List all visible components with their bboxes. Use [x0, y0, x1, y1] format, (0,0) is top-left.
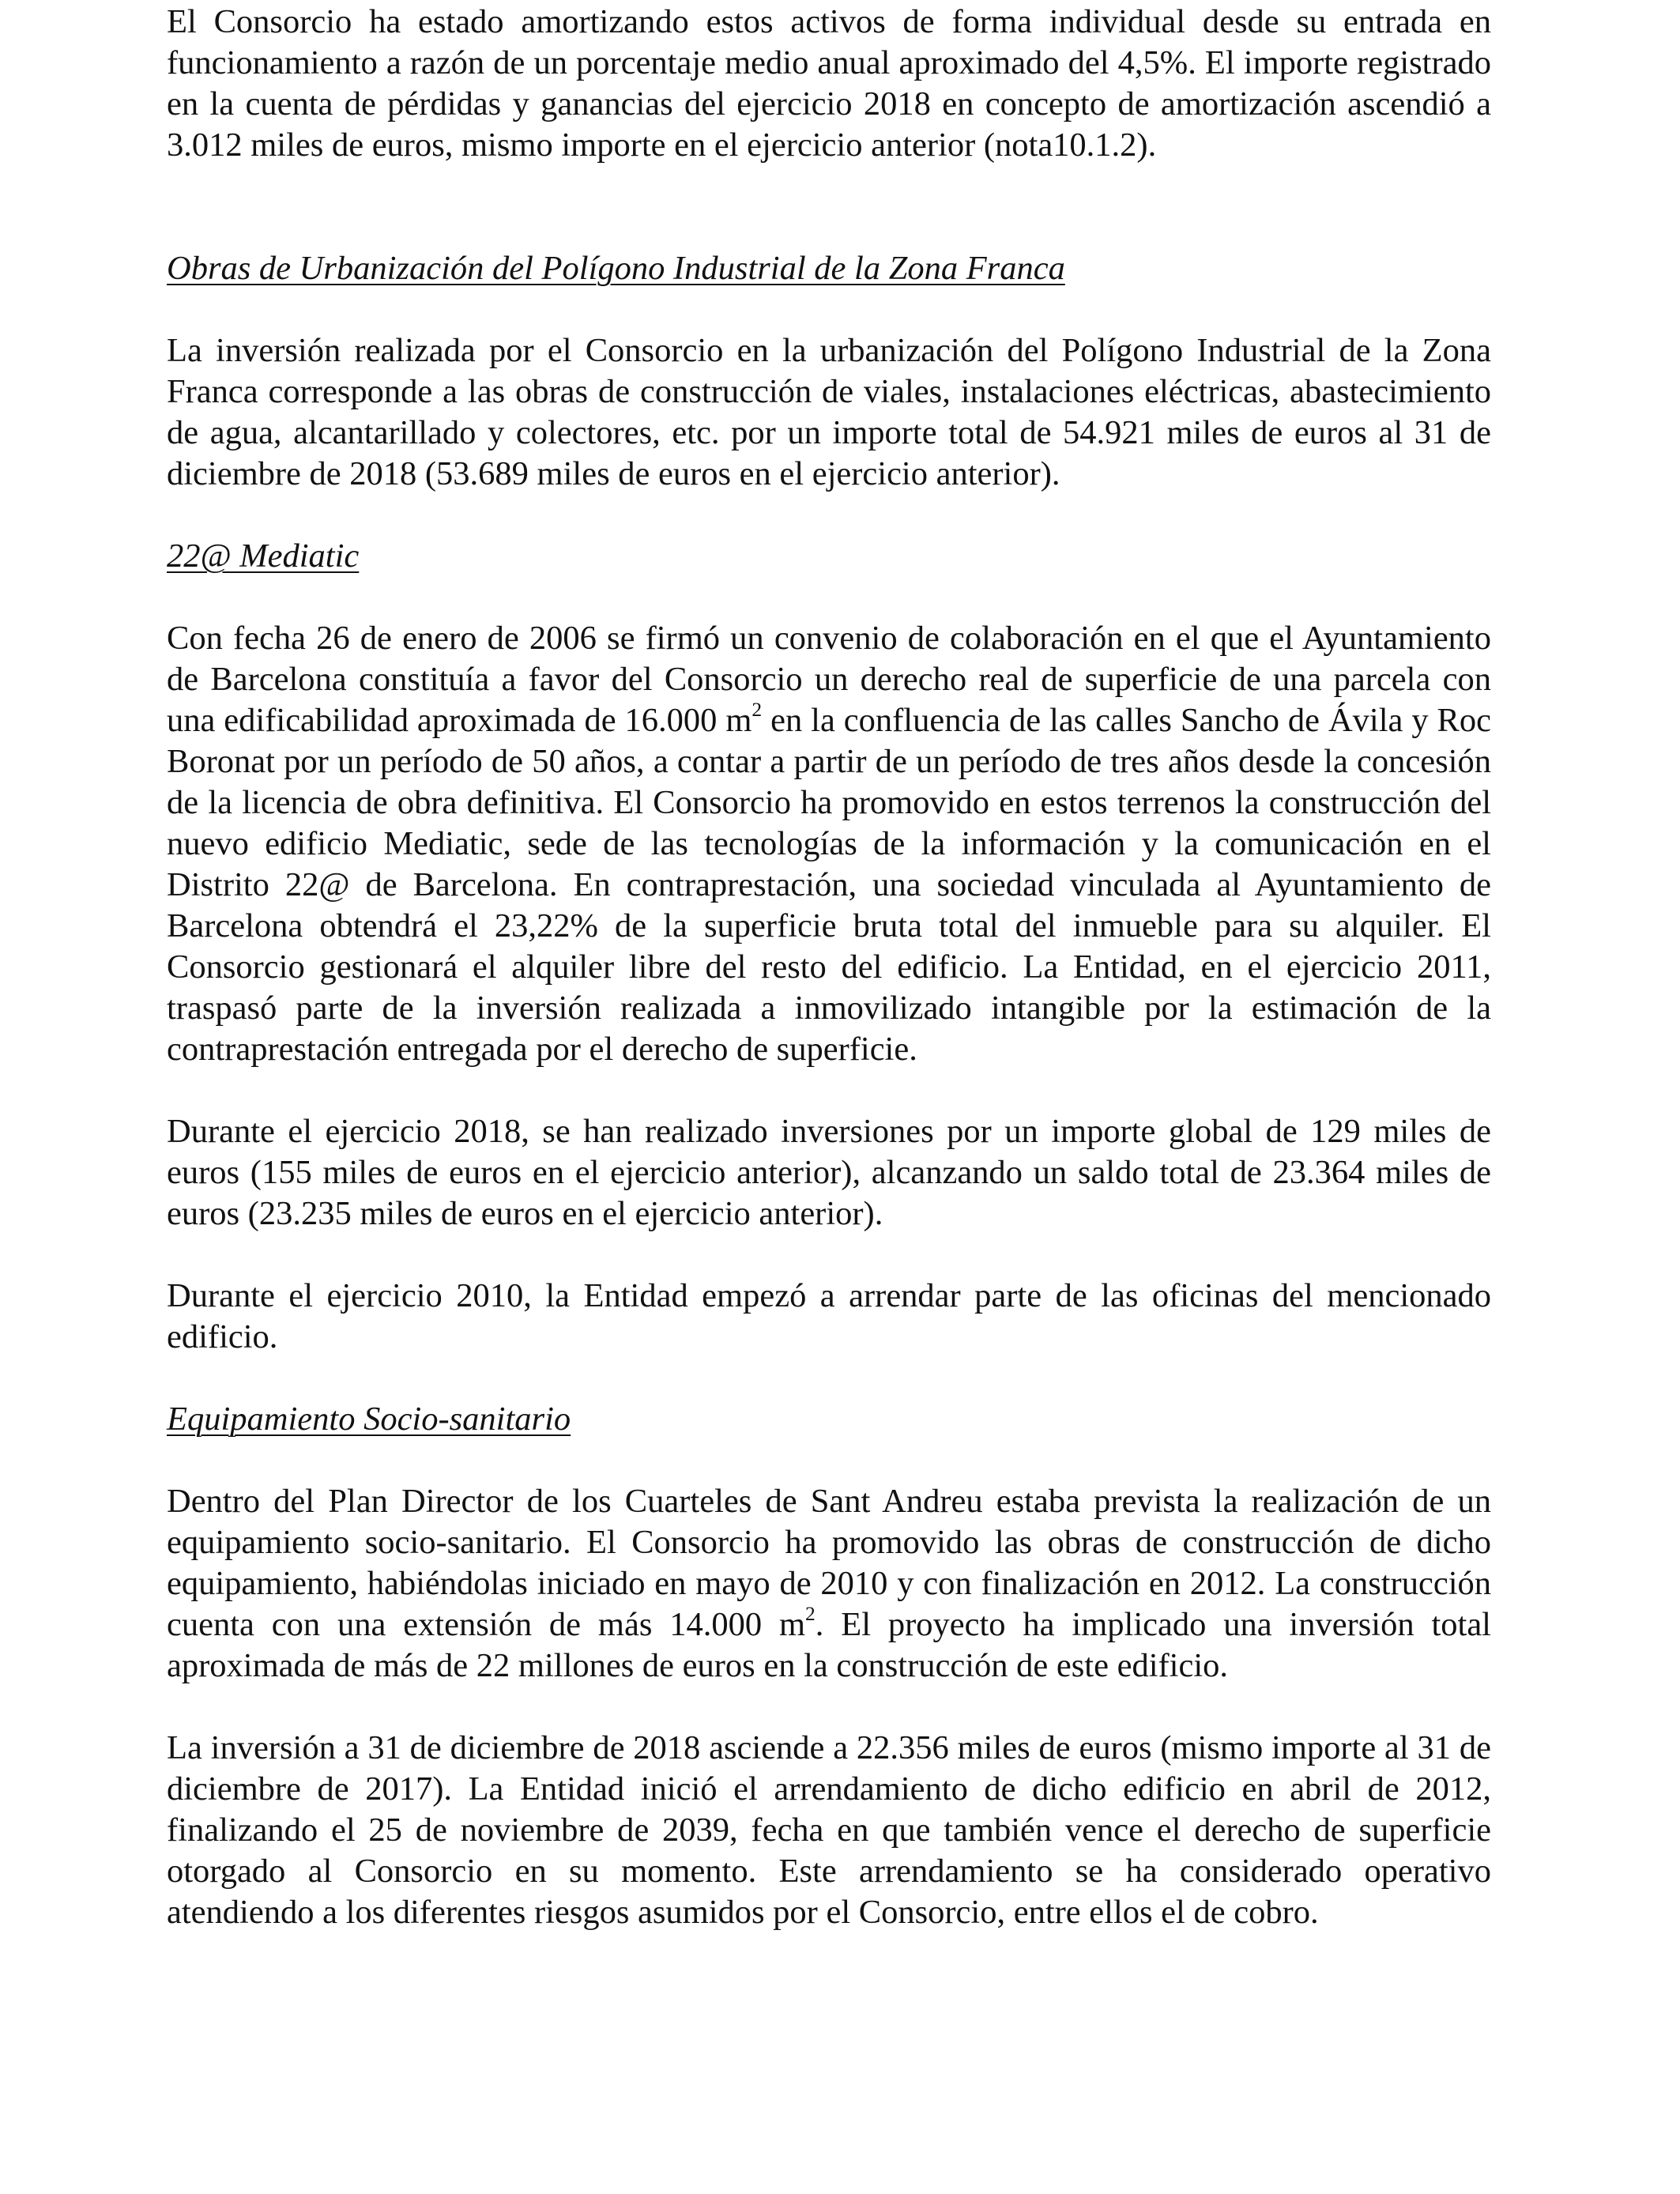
paragraph-amortizacion: El Consorcio ha estado amortizando estos activos de forma individual desde su entrada en funcionamiento a razón de un porcentaje medio anual aproximado del 4,5%. El importe registrado en la cuenta de pérdidas y ganancias del ejercicio 2018 en concepto de amortización ascendió a 3.012 miles de euros, mismo importe en el ejercicio anterior (nota10.1.2).: [167, 3, 1491, 164]
spacer: [167, 577, 1491, 618]
text-run: . El proyecto ha implicado una inversión total aproximada de más de 22 millones de euros en la construcción de este edificio.: [167, 1606, 1491, 1684]
paragraph-obras: La inversión realizada por el Consorcio en la urbanización del Polígono Industrial de la Zona Franca corresponde a las obras de construcción de viales, instalaciones eléctricas, abastecimiento de agua, alcantarillado y colectores, etc. por un importe total de 54.921 miles de euros al 31 de diciembre de 2018 (53.689 miles de euros en el ejercicio anterior).: [167, 332, 1491, 492]
paragraph-mediatic-convenio: [167, 618, 1491, 1070]
spacer: [167, 166, 1491, 248]
section-heading-obras: Obras de Urbanización del Polígono Industrial de la Zona Franca: [167, 250, 1065, 287]
spacer: [167, 1235, 1491, 1276]
section-heading-mediatic: 22@ Mediatic: [167, 537, 360, 575]
paragraph-equipamiento-plan: [167, 1481, 1491, 1687]
superscript: 2: [751, 697, 763, 721]
text-run: Dentro del Plan Director de los Cuarteles de Sant Andreu estaba prevista la realización de un equipamiento socio-sanitario. El Consorcio ha promovido las obras de construcción de dicho equipamiento, habiéndolas iniciado en mayo de 2010 y con finalización en 2012. La construcción cuenta con una extensión de más 14.000 m: [167, 1483, 1491, 1643]
spacer: [167, 1358, 1491, 1399]
superscript: 2: [805, 1601, 816, 1625]
spacer: [167, 495, 1491, 536]
paragraph-mediatic-arrendamiento: Durante el ejercicio 2010, la Entidad empezó a arrendar parte de las oficinas del mencionado edificio.: [167, 1277, 1491, 1355]
spacer: [167, 1687, 1491, 1728]
text-run: en la confluencia de las calles Sancho de Ávila y Roc Boronat por un período de 50 años, a contar a partir de un período de tres años desde la concesión de la licencia de obra definitiva. El Consorcio ha promovido en estos terrenos la construcción del nuevo edificio Mediatic, sede de las tecnologías de la información y la comunicación en el Distrito 22@ de Barcelona. En contraprestación, una sociedad vinculada al Ayuntamiento de Barcelona obtendrá el 23,22% de la superficie bruta total del inmueble para su alquiler. El Consorcio gestionará el alquiler libre del resto del edificio. La Entidad, en el ejercicio 2011, traspasó parte de la inversión realizada a inmovilizado intangible por la estimación de la contraprestación entregada por el derecho de superficie.: [167, 702, 1492, 1068]
spacer: [167, 289, 1491, 330]
paragraph-mediatic-inversiones: Durante el ejercicio 2018, se han realizado inversiones por un importe global de 129 miles de euros (155 miles de euros en el ejercicio anterior), alcanzando un saldo total de 23.364 miles de euros (23.235 miles de euros en el ejercicio anterior).: [167, 1113, 1491, 1232]
spacer: [167, 1440, 1491, 1481]
text-run: Con fecha 26 de enero de 2006 se firmó un convenio de colaboración en el que el Ayuntamiento de Barcelona constituía a favor del Consorcio un derecho real de superficie de una parcela con una edificabilidad aproximada de 16.000 m: [167, 620, 1491, 739]
document-page: [167, 2, 1491, 1933]
paragraph-equipamiento-inversion: La inversión a 31 de diciembre de 2018 asciende a 22.356 miles de euros (mismo importe al 31 de diciembre de 2017). La Entidad inició el arrendamiento de dicho edificio en abril de 2012, finalizando el 25 de noviembre de 2039, fecha en que también vence el derecho de superficie otorgado al Consorcio en su momento. Este arrendamiento se ha considerado operativo atendiendo a los diferentes riesgos asumidos por el Consorcio, entre ellos el de cobro.: [167, 1729, 1491, 1931]
spacer: [167, 1070, 1491, 1111]
section-heading-equipamiento: Equipamiento Socio-sanitario: [167, 1400, 571, 1438]
